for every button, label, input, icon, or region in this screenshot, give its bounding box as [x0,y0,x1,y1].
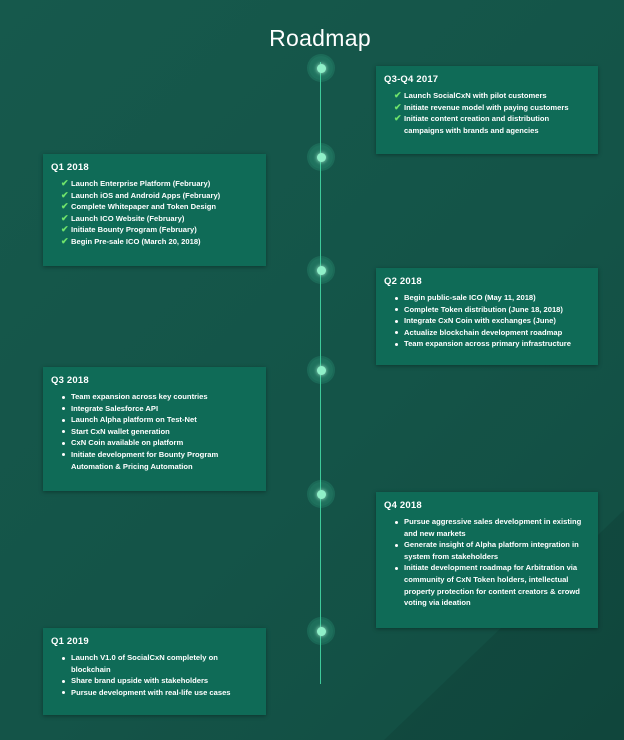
check-icon: ✔ [61,212,69,223]
milestone-item [384,338,590,350]
milestone-item [51,236,258,248]
milestone-item [384,90,590,102]
milestone-item-text: Begin public-sale ICO (May 11, 2018) [404,293,536,302]
check-icon: ✔ [394,113,402,124]
milestone-list [384,516,590,609]
milestone-card-q3-2018 [43,367,266,491]
timeline-node [309,358,333,382]
milestone-item-text: Launch SocialCxN with pilot customers [404,91,547,100]
bullet-icon [62,407,65,410]
milestone-period: Q1 2019 [51,636,89,647]
milestone-item [51,414,258,426]
milestone-item-text: CxN Coin available on platform [71,438,184,448]
milestone-item [51,652,258,675]
milestone-item-text: Initiate development roadmap for Arbitration via community of CxN Token holders, intellectual property protection for content creators & crowd voting via ideation [404,563,580,608]
bullet-icon [395,343,398,346]
milestone-item [51,403,258,415]
milestone-card-q1-2019 [43,628,266,715]
milestone-item-text: Pursue aggressive sales development in existing and new markets [404,517,582,538]
milestone-item-text: Team expansion across key countries [71,392,208,401]
check-icon: ✔ [61,235,69,246]
milestone-list [51,652,258,698]
milestone-list [51,391,258,472]
milestone-card-q1-2018 [43,154,266,266]
bullet-icon [395,567,398,570]
milestone-item [51,687,258,699]
milestone-item [51,224,258,236]
milestone-item [384,327,590,339]
milestone-item-text: Begin Pre-sale ICO (March 20, 2018) [71,236,201,246]
milestone-period: Q2 2018 [384,276,422,287]
timeline-node [309,145,333,169]
bullet-icon [395,297,398,300]
milestone-list [51,178,258,248]
milestone-item [384,292,590,304]
bullet-icon [395,308,398,311]
milestone-item [384,304,590,316]
milestone-item [51,675,258,687]
milestone-item-text: Initiate development for Bounty Program Automation & Pricing Automation [71,449,219,471]
bullet-icon [395,331,398,334]
milestone-item [384,113,590,136]
milestone-item-text: Share brand upside with stakeholders [71,676,209,686]
page-title: Roadmap [269,25,371,52]
milestone-card-q4-2018 [376,492,598,628]
milestone-item-text: Initiate revenue model with paying customers [404,102,569,112]
milestone-item-text: Integrate CxN Coin with exchanges (June) [404,316,556,326]
milestone-item [51,391,258,403]
milestone-item [384,102,590,114]
milestone-item [51,449,258,472]
bullet-icon [62,419,65,422]
timeline-node [309,619,333,643]
bullet-icon [62,453,65,456]
milestone-item [51,437,258,449]
bullet-icon [62,657,65,660]
milestone-card-q3-q4-2017 [376,66,598,154]
bullet-icon [395,544,398,547]
milestone-item [384,539,590,562]
check-icon: ✔ [394,101,402,112]
milestone-item-text: Pursue development with real-life use cases [71,687,231,697]
milestone-item [384,516,590,539]
milestone-item-text: Start CxN wallet generation [71,426,170,436]
check-icon: ✔ [61,189,69,200]
bullet-icon [62,680,65,683]
milestone-item-text: Initiate Bounty Program (February) [71,225,197,235]
milestone-item [51,426,258,438]
milestone-card-q2-2018 [376,268,598,365]
milestone-item-text: Launch iOS and Android Apps (February) [71,190,221,200]
milestone-item [51,178,258,190]
bullet-icon [395,521,398,524]
milestone-item [51,213,258,225]
bullet-icon [62,442,65,445]
milestone-list [384,90,590,136]
milestone-item [384,562,590,608]
check-icon: ✔ [61,201,69,212]
bullet-icon [62,396,65,399]
milestone-period: Q4 2018 [384,500,422,511]
milestone-item-text: Launch Alpha platform on Test-Net [71,415,197,425]
milestone-item-text: Complete Token distribution (June 18, 2018) [404,304,563,314]
timeline-node [309,56,333,80]
check-icon: ✔ [394,90,402,100]
milestone-item [384,315,590,327]
milestone-item-text: Launch Enterprise Platform (February) [71,179,211,188]
milestone-list [384,292,590,350]
milestone-period: Q3 2018 [51,375,89,386]
milestone-item [51,201,258,213]
milestone-item [51,190,258,202]
milestone-item-text: Generate insight of Alpha platform integration in system from stakeholders [404,540,579,561]
check-icon: ✔ [61,178,69,188]
milestone-item-text: Team expansion across primary infrastructure [404,339,571,349]
milestone-item-text: Complete Whitepaper and Token Design [71,202,217,212]
milestone-item-text: Launch ICO Website (February) [71,213,185,223]
bullet-icon [62,430,65,433]
milestone-item-text: Integrate Salesforce API [71,403,159,413]
milestone-period: Q1 2018 [51,162,89,173]
timeline-node [309,258,333,282]
milestone-period: Q3-Q4 2017 [384,74,439,85]
milestone-item-text: Actualize blockchain development roadmap [404,327,563,337]
milestone-item-text: Initiate content creation and distribution campaigns with brands and agencies [404,114,550,135]
bullet-icon [395,320,398,323]
bullet-icon [62,691,65,694]
milestone-item-text: Launch V1.0 of SocialCxN completely on blockchain [71,653,218,674]
check-icon: ✔ [61,224,69,235]
timeline-node [309,482,333,506]
